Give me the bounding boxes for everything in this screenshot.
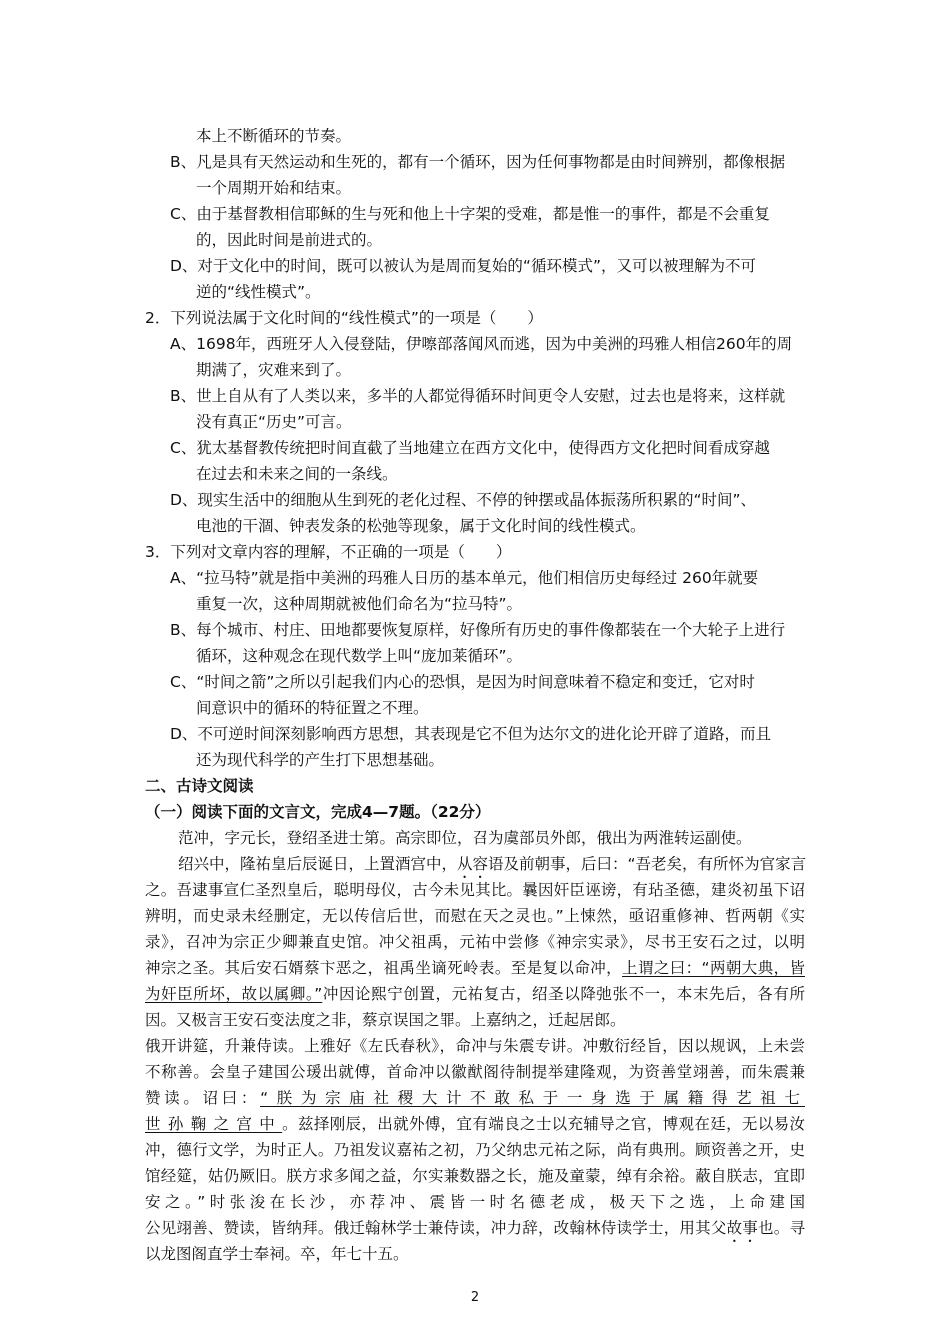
question-2: 2．下列说法属于文化时间的“线性模式”的一项是（ ） [145,309,543,327]
option-3a-continuation: 重复一次，这种周期就被他们命名为“拉马特”。 [196,595,523,613]
option-1b-continuation: 一个周期开始和结束。 [196,179,352,197]
passage-line: 安之。”时张浚在长沙，亦荐冲、震皆一时名德老成，极天下之选，上命建国 [145,1193,805,1211]
passage-text: 语及前朝事，后曰：“吾老矣，有所怀为官家言 [488,855,807,873]
option-3c-continuation: 间意识中的循环的特征置之不理。 [196,699,429,717]
option-2d: D、现实生活中的细胞从生到死的老化过程、不停的钟摆或晶体振荡所积累的“时间”、 [170,491,756,509]
passage-line: 辨明，而史录未经删定，无以传信后世，而慰在天之灵也。”上悚然，亟诏重修神、哲两朝《实 [145,907,805,925]
passage-line: 以龙图阁直学士奉祠。卒，年七十五。 [145,1245,409,1263]
option-2c-continuation: 在过去和未来之间的一条线。 [196,465,398,483]
underlined-sentence: 上谓之曰：“两朝大典，皆 [622,959,805,977]
passage-text: 也。寻 [758,1219,805,1237]
option-3d: D、不可逆时间深刻影响西方思想，其表现是它不但为达尔文的进化论开辟了道路，而且 [170,725,771,743]
passage-line [145,1112,805,1136]
subsection-heading: （一）阅读下面的文言文，完成4—7题。（22分） [145,803,491,821]
option-3b-continuation: 循环，这种观念在现代数学上叫“庞加莱循环”。 [196,647,523,665]
option-1d: D、对于文化中的时间，既可以被认为是周而复始的“循环模式”，又可以被理解为不可 [170,257,756,275]
option-2d-continuation: 电池的干涸、钟表发条的松弛等现象，属于文化时间的线性模式。 [196,517,646,535]
passage-line: 不称善。会皇子建国公瑗出就傅，首命冲以徽猷阁待制提举建隆观，为资善堂翊善，而朱震兼 [145,1063,805,1081]
passage-line [145,982,805,1006]
passage-line [145,956,805,980]
passage-text: 公见翊善、赞读，皆纳拜。俄迁翰林学士兼侍读，冲力辞，改翰林侍读学士，用其父 [145,1219,727,1237]
passage-line: 馆经筵，姑仍厥旧。朕方求多闻之益，尔实兼数器之长，施及童蒙，绰有余裕。蔽自朕志，宜即 [145,1167,805,1185]
passage-text: 。兹择刚辰，出就外傅，宜有端良之士以充辅导之官，博观在廷，无以易汝 [282,1115,805,1133]
passage-line: 俄开讲筵，升兼侍读。上雅好《左氏春秋》，命冲与朱震专讲。冲敷衍经旨，因以规讽，上未尝 [145,1037,805,1055]
option-1c-continuation: 的，因此时间是前进式的。 [196,231,383,249]
passage-line [145,1086,805,1110]
option-3a: A、“拉马特”就是指中美洲的玛雅人日历的基本单元，他们相信历史每经过 260年就要 [170,569,759,587]
passage-line: 录》，召冲为宗正少卿兼直史馆。冲父祖禹，元祐中尝修《神宗实录》，尽书王安石之过，以明 [145,933,805,951]
option-2b-continuation: 没有真正“历史”可言。 [196,413,352,431]
option-1a-continuation: 本上不断循环的节奏。 [196,127,352,145]
option-2a-continuation: 期满了，灾难来到了。 [196,361,352,379]
passage-text: 赞读。诏曰： [145,1089,261,1107]
option-3c: C、“时间之箭”之所以引起我们内心的恐惧，是因为时间意味着不稳定和变迁，它对时 [170,673,755,691]
question-3: 3．下列对文章内容的理解，不正确的一项是（ ） [145,543,512,561]
passage-text: 冲因论熙宁创置，元祐复古，绍圣以降弛张不一，本末先后，各有所 [322,985,805,1003]
section-heading: 二、古诗文阅读 [145,777,254,795]
option-1c: C、由于基督教相信耶稣的生与死和他上十字架的受难，都是惟一的事件，都是不会重复 [170,205,770,223]
underlined-sentence: “朕为宗庙社稷大计不敢私于一身选于属籍得艺祖七 [260,1089,805,1107]
option-2b: B、世上自从有了人类以来，多半的人都觉得循环时间更令人安慰，过去也是将来，这样就 [170,387,786,405]
option-1d-continuation: 逆的“线性模式”。 [196,283,321,301]
passage-line: 冲，德行文学，为时正人。乃祖发议嘉祐之初，乃父纳忠元祐之际，尚有典刑。顾资善之开，史 [145,1141,805,1159]
option-2a: A、1698年，西班牙人入侵登陆，伊嚓部落闻风而逃，因为中美洲的玛雅人相信260年的周 [170,335,793,353]
passage-line: 因。又极言王安石变法度之非，蔡京误国之罪。上嘉纳之，迁起居郎。 [145,1011,626,1029]
underlined-sentence: 为奸臣所坏，故以属卿。” [145,985,323,1003]
marked-word-congrong: 从容 [457,855,489,873]
passage-line: 之。吾逮事宣仁圣烈皇后，聪明母仪，古今未见其比。曩因奸臣诬谤，有玷圣德，建炎初虽下诏 [145,881,805,899]
option-1b: B、凡是具有天然运动和生死的，都有一个循环，因为任何事物都是由时间辨别，都像根据 [170,153,786,171]
underlined-sentence: 世孙鞠之宫中 [145,1115,283,1133]
option-3d-continuation: 还为现代科学的产生打下思想基础。 [196,751,445,769]
passage-text: 神宗之圣。其后安石婿蔡卞恶之，祖禹坐谪死岭表。至是复以命冲， [145,959,623,977]
option-3b: B、每个城市、村庄、田地都要恢复原样，好像所有历史的事件像都装在一个大轮子上进行 [170,621,786,639]
marked-word-gushi: 故事 [726,1219,759,1237]
passage-text: 绍兴中，隆祐皇后辰诞日，上置酒宫中， [178,855,458,873]
option-2c: C、犹太基督教传统把时间直截了当地建立在西方文化中，使得西方文化把时间看成穿越 [170,439,770,457]
passage-paragraph-1: 范冲，字元长，登绍圣进士第。高宗即位，召为虞部员外郎，俄出为两淮转运副使。 [178,829,752,847]
page-number: 2 [470,1290,480,1305]
